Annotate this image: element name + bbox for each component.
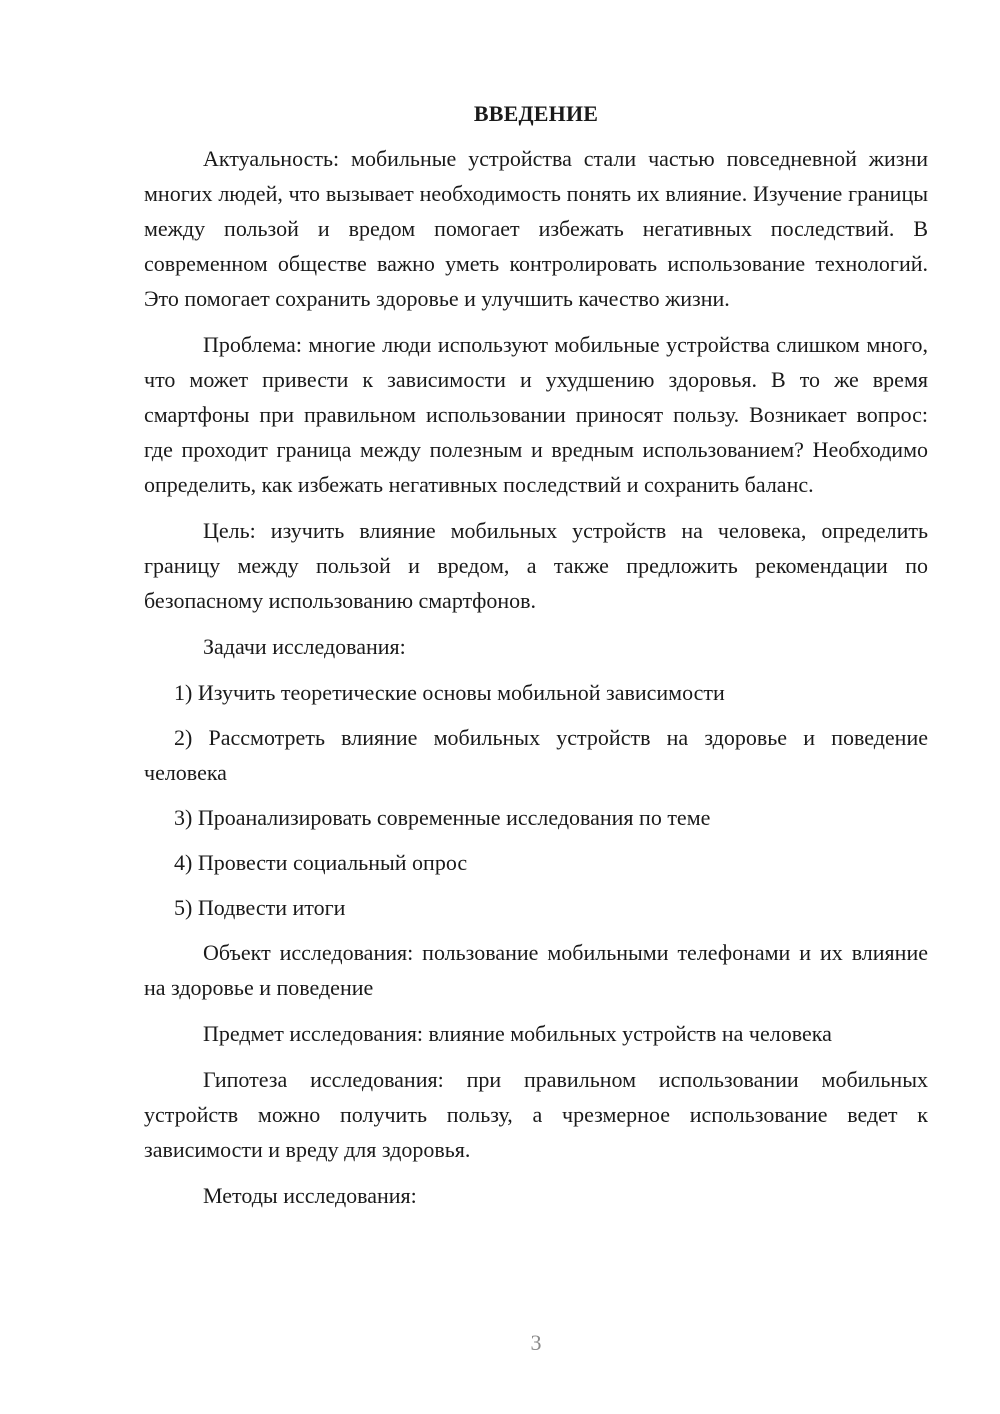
task-item: 2) Рассмотреть влияние мобильных устройств на здоровье и поведение человека [144, 725, 928, 785]
task-item: 5) Подвести итоги [174, 895, 346, 920]
goal-paragraph: Цель: изучить влияние мобильных устройств на человека, определить границу между пользой и вредом, а также предложить рекомендации по безопасному использованию смартфонов. [144, 518, 928, 613]
tasks-heading: Задачи исследования: [203, 634, 406, 659]
relevance-paragraph: Актуальность: мобильные устройства стали частью повседневной жизни многих людей, что вызывает необходимость понять их влияние. Изучение границы между пользой и вредом помогает избежать негативных последствий. В современном обществе важно уметь контролировать использование технологий. Это помогает сохранить здоровье и улучшить качество жизни. [144, 146, 928, 311]
methods-heading: Методы исследования: [203, 1183, 417, 1208]
problem-paragraph: Проблема: многие люди используют мобильные устройства слишком много, что может привести к зависимости и ухудшению здоровья. В то же время смартфоны при правильном использовании приносят пользу. Возникает вопрос: где проходит граница между полезным и вредным использованием? Необходимо определить, как избежать негативных последствий и сохранить баланс. [144, 332, 928, 497]
page-title: ВВЕДЕНИЕ [473, 101, 599, 126]
task-item: 3) Проанализировать современные исследования по теме [174, 805, 711, 830]
page-number: 3 [530, 1330, 542, 1355]
object-paragraph: Объект исследования: пользование мобильными телефонами и их влияние на здоровье и поведение [144, 940, 928, 1000]
task-item: 4) Провести социальный опрос [174, 850, 468, 875]
subject-paragraph: Предмет исследования: влияние мобильных устройств на человека [203, 1021, 832, 1046]
hypothesis-paragraph: Гипотеза исследования: при правильном использовании мобильных устройств можно получить пользу, а чрезмерное использование ведет к зависимости и вреду для здоровья. [144, 1067, 928, 1162]
task-item: 1) Изучить теоретические основы мобильной зависимости [174, 680, 725, 705]
document-page [144, 96, 928, 1224]
